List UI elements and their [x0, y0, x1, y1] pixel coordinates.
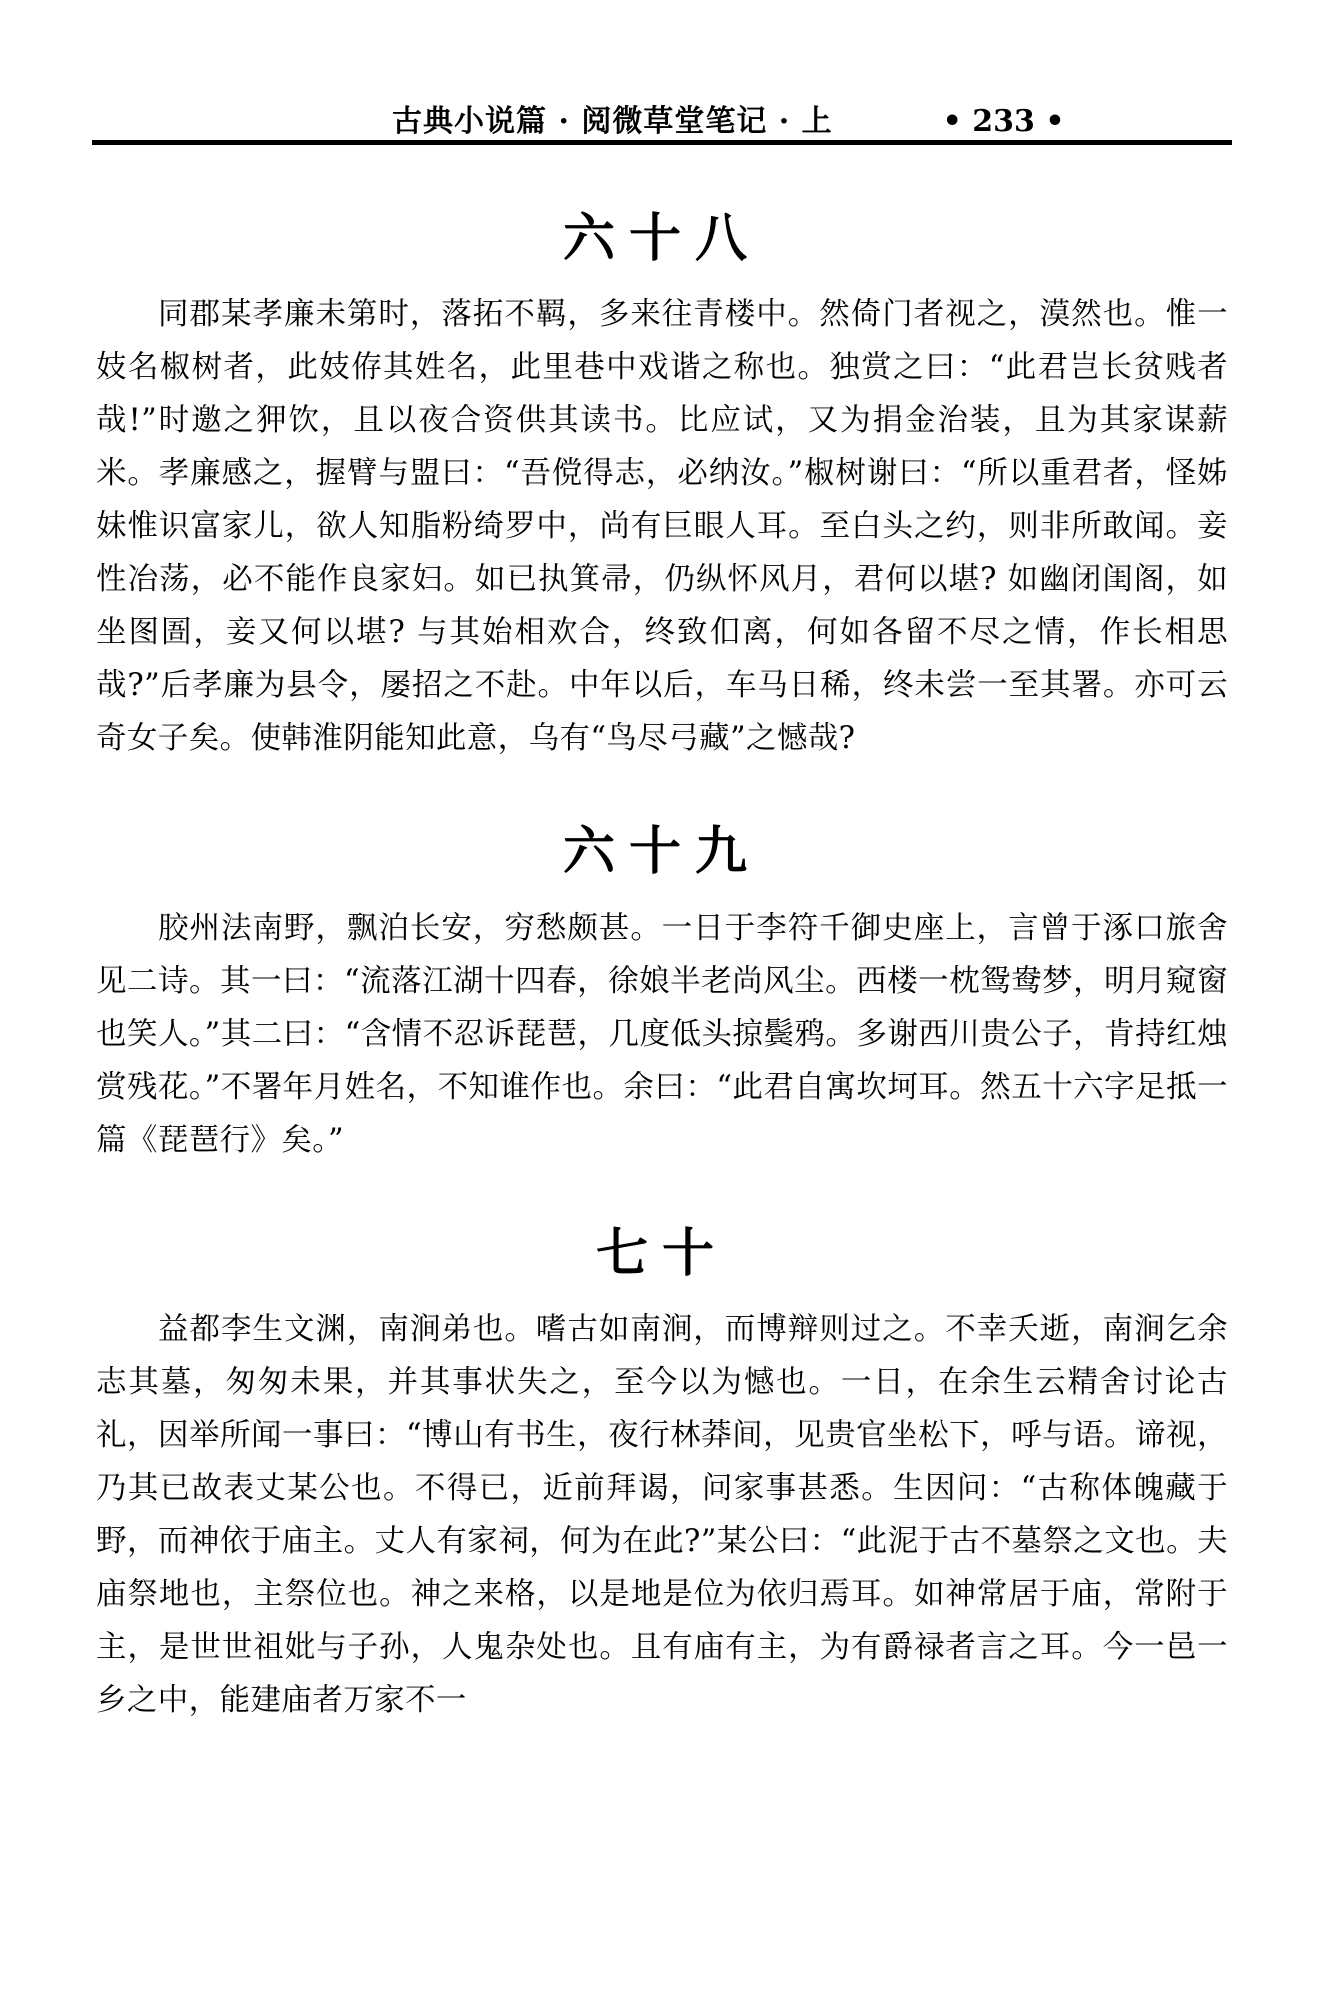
running-head	[92, 96, 1232, 140]
section-paragraph-69: 胶州法南野，飘泊长安，穷愁颇甚。一日于李符千御史座上，言曾于涿口旅舍见二诗。其一曰：“流落江湖十四春，徐娘半老尚风尘。西楼一枕鸳鸯梦，明月窥窗也笑人。”其二曰：“含情不忍诉琵琶，几度低头掠鬓鸦。多谢西川贵公子，肯持红烛赏残花。”不署年月姓名，不知谁作也。余曰：“此君自寓坎坷耳。然五十六字足抵一篇《琵琶行》矣。”	[96, 910, 1228, 1158]
section-title-68: 六十八	[562, 208, 761, 269]
section-title-70: 七十	[595, 1222, 728, 1284]
body-content	[96, 180, 1228, 1733]
header-divider	[92, 140, 1232, 145]
section-title-69: 六十九	[562, 821, 761, 883]
page-number: • 233 •	[942, 104, 1065, 139]
section-paragraph-70: 益都李生文渊，南涧弟也。嗜古如南涧，而博辩则过之。不幸夭逝，南涧乞余志其墓，匆匆未果，并其事状失之，至今以为憾也。一日，在余生云精舍讨论古礼，因举所闻一事曰：“博山有书生，夜行林莽间，见贵官坐松下，呼与语。谛视，乃其已故表丈某公也。不得已，近前拜谒，问家事甚悉。生因问：“古称体魄藏于野，而神依于庙主。丈人有家祠，何为在此?”某公曰：“此泥于古不墓祭之文也。夫庙祭地也，主祭位也。神之来格，以是地是位为依归焉耳。如神常居于庙，常附于主，是世世祖妣与子孙，人鬼杂处也。且有庙有主，为有爵禄者言之耳。今一邑一乡之中，能建庙者万家不一	[96, 1312, 1228, 1719]
book-title: 古典小说篇 · 阅微草堂笔记 · 上	[392, 104, 833, 139]
section-paragraph-68: 同郡某孝廉未第时，落拓不羁，多来往青楼中。然倚门者视之，漠然也。惟一妓名椒树者，此妓侟其姓名，此里巷中戏谐之称也。独赏之曰：“此君岂长贫贱者哉!”时邀之狎饮，且以夜合资供其读书。比应试，又为捐金治装，且为其家谋薪米。孝廉感之，握臂与盟曰：“吾傥得志，必纳汝。”椒树谢曰：“所以重君者，怪姊妹惟识富家儿，欲人知脂粉绮罗中，尚有巨眼人耳。至白头之约，则非所敢闻。妾性冶荡，必不能作良家妇。如已执箕帚，仍纵怀风月，君何以堪? 如幽闭闺阁，如坐图圄，妾又何以堪? 与其始相欢合，终致㐰离，何如各留不尽之情，作长相思哉?”后孝廉为县令，屡招之不赴。中年以后，车马日稀，终未尝一至其署。亦可云奇女子矣。使韩淮阴能知此意，乌有“鸟尽弓藏”之憾哉?	[96, 297, 1228, 757]
